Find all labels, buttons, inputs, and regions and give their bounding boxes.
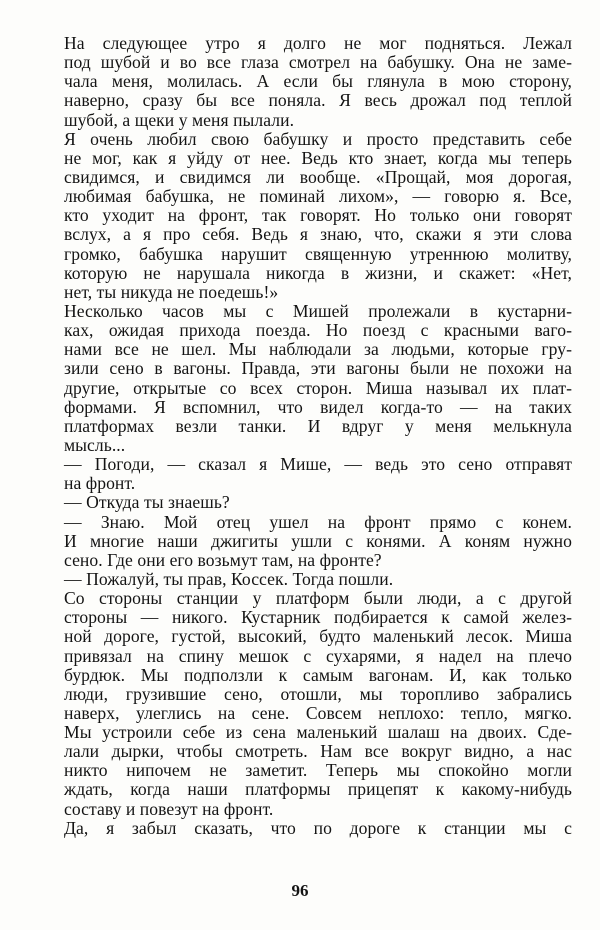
paragraph-first-line: — Пожалуй, ты прав, Коссек. Тогда пошли.: [64, 568, 394, 589]
text-line: наверх, улеглись на сене. Совсем неплохо: тепло, мягко.: [64, 702, 572, 723]
text-line: И многие наши джигиты ушли с конями. А коням нужно: [64, 530, 572, 551]
text-line: формами. Я вспомнил, что видел когда-то — на таких: [64, 396, 572, 417]
paragraph-first-line: Со стороны станции у платформ были люди, а с другой: [64, 588, 572, 609]
text-line: не мог, как я уйду от нее. Ведь кто знает, когда мы теперь: [64, 147, 572, 168]
text-line: шубой, а щеки у меня пылали.: [64, 109, 295, 130]
text-line: лали дырки, чтобы смотреть. Нам все вокруг видно, а нас: [64, 741, 572, 762]
text-line: составу и повезут на фронт.: [64, 798, 274, 819]
paragraph-first-line: — Знаю. Мой отец ушел на фронт прямо с конем.: [64, 511, 572, 532]
text-line: мысль...: [64, 434, 126, 455]
text-line: ждать, когда наши платформы прицепят к какому-нибудь: [64, 779, 572, 800]
text-line: бурдюк. Мы подползли к самым вагонам. И, как только: [64, 664, 572, 685]
text-line: свидимся, и свидимся ли вообще. «Прощай, моя дорогая,: [64, 166, 572, 187]
text-line: платформах везли танки. И вдруг у меня мелькнула: [64, 415, 572, 436]
text-line: люди, грузившие сено, отошли, мы торопливо забрались: [64, 683, 572, 704]
text-line: под шубой и во все глаза смотрел на бабушку. Она не заме-: [64, 52, 572, 73]
text-line: любимая бабушка, не поминай лихом», — говорю я. Все,: [64, 186, 572, 207]
text-line: ной дороге, густой, высокий, будто маленький лесок. Миша: [64, 626, 572, 647]
text-line: чала меня, молилась. А если бы глянула в мою сторону,: [64, 71, 572, 92]
text-line: сено. Где они его возьмут там, на фронте?: [64, 549, 382, 570]
text-line: кто уходит на фронт, так говорят. Но только они говорят: [64, 205, 572, 226]
text-line: нами все не шел. Мы наблюдали за людьми, которые гру-: [64, 339, 572, 360]
text-line: вслух, а я про себя. Ведь я знаю, что, скажи я эти слова: [64, 224, 572, 245]
text-line: нет, ты никуда не поедешь!»: [64, 281, 279, 302]
text-line: зили сено в вагоны. Правда, эти вагоны были не похожи на: [64, 358, 572, 379]
paragraph-first-line: Я очень любил свою бабушку и просто представить себе: [64, 128, 572, 149]
paragraph-first-line: Да, я забыл сказать, что по дороге к станции мы с: [64, 817, 572, 838]
text-line: наверно, сразу бы все поняла. Я весь дрожал под теплой: [64, 90, 572, 111]
text-line: никто нипочем не заметит. Теперь мы спокойно могли: [64, 760, 572, 781]
paragraph-first-line: — Погоди, — сказал я Мише, — ведь это сено отправят: [64, 454, 572, 475]
text-line: стороны — никого. Кустарник подбирается к самой желез-: [64, 607, 572, 628]
body-text: [64, 34, 572, 838]
paragraph-first-line: На следующее утро я долго не мог подняться. Лежал: [64, 33, 572, 53]
text-line: другие, открытые со всех сторон. Миша называл их плат-: [64, 377, 572, 398]
page-number: 96: [291, 881, 309, 900]
text-line: на фронт.: [64, 473, 136, 494]
text-line: которую не нарушала никогда в жизни, и скажет: «Нет,: [64, 262, 572, 283]
text-line: привязал на спину мешок с сухарями, я надел на плечо: [64, 645, 572, 666]
paragraph-first-line: Несколько часов мы с Мишей пролежали в кустарни-: [64, 300, 572, 321]
text-line: ках, ожидая прихода поезда. Но поезд с красными ваго-: [64, 320, 572, 341]
text-line: Мы устроили себе из сена маленький шалаш на двоих. Сде-: [64, 722, 572, 743]
text-line: громко, бабушка нарушит священную утреннюю молитву,: [64, 243, 572, 264]
paragraph-first-line: — Откуда ты знаешь?: [64, 492, 230, 513]
